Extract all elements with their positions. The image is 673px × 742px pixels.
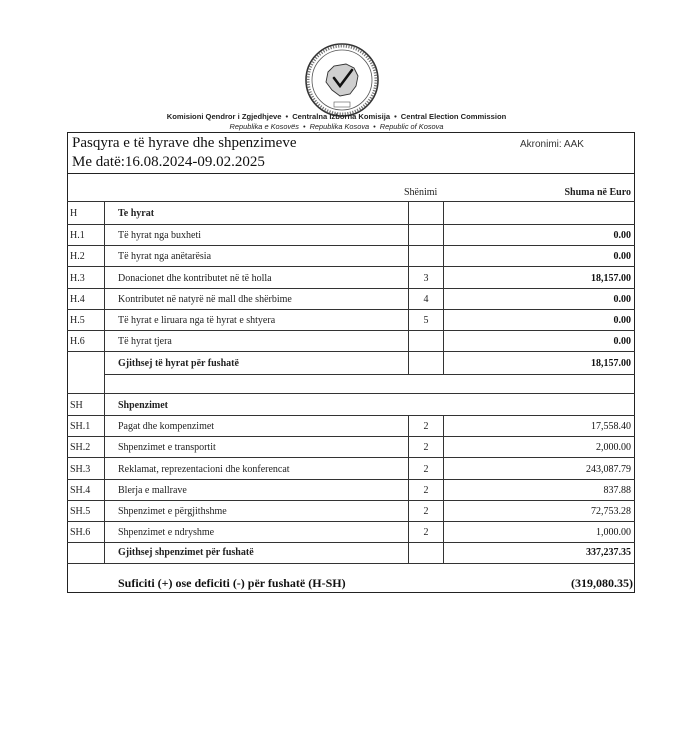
statement-title-box [67, 132, 635, 174]
institution-header: Komisioni Qendror i Zgjedhjeve • Centralna Izborna Komisija • Central Election Commission [166, 112, 507, 121]
surplus-deficit-label: Suficiti (+) ose deficiti (-) për fushatë (H-SH) [118, 576, 346, 590]
table-row-amount: 0.00 [613, 251, 631, 262]
income-code: H [70, 208, 78, 219]
table-row-desc: Blerja e mallrave [118, 485, 187, 496]
table-row-desc: Shpenzimet e transportit [118, 442, 216, 453]
republic-name-sq: Republika e Kosovës [229, 122, 299, 131]
table-row-amount: 0.00 [613, 336, 631, 347]
table-row-code: SH.1 [70, 421, 91, 432]
table-row-amount: 243,087.79 [586, 464, 631, 475]
column-header-note: Shënimi [404, 187, 438, 198]
result-divider [67, 563, 635, 564]
row-line [67, 521, 635, 522]
institution-name-en: Central Election Commission [400, 112, 507, 121]
table-row-desc: Të hyrat nga buxheti [118, 230, 202, 241]
surplus-deficit-amount: (319,080.35) [571, 576, 633, 590]
table-row-amount: 0.00 [613, 294, 631, 305]
table-row-desc: Të hyrat tjera [118, 336, 172, 347]
row-line [67, 330, 635, 331]
row-line [67, 415, 635, 416]
expenses-heading: Shpenzimet [118, 400, 168, 411]
row-line [67, 542, 635, 543]
expenses-total-label: Gjithsej shpenzimet për fushatë [118, 547, 254, 558]
republic-name-en: Republic of Kosova [379, 122, 444, 131]
table-row-note: 2 [423, 527, 429, 538]
institution-name-sq: Komisioni Qendror i Zgjedhjeve [166, 112, 282, 121]
income-heading: Te hyrat [118, 208, 155, 219]
table-row-code: SH.4 [70, 485, 91, 496]
row-line [67, 457, 635, 458]
row-line [67, 479, 635, 480]
statement-title: Pasqyra e të hyrave dhe shpenzimeve [72, 135, 297, 151]
income-total-amount: 18,157.00 [591, 358, 631, 369]
table-row-code: H.2 [70, 251, 85, 262]
statement-date: Me datë:16.08.2024-09.02.2025 [72, 154, 265, 170]
table-row-desc: Reklamat, reprezentacioni dhe konferencat [118, 464, 290, 475]
table-row-code: H.3 [70, 273, 85, 284]
republic-header: Republika e Kosovës • Republika Kosova • Republic of Kosova [229, 122, 444, 131]
table-row-amount: 2,000.00 [596, 442, 631, 453]
table-row-code: SH.3 [70, 464, 91, 475]
table-row-code: SH.5 [70, 506, 91, 517]
table-row-desc: Të hyrat nga anëtarësia [118, 251, 212, 262]
income-total-label: Gjithsej të hyrat për fushatë [118, 358, 239, 369]
commission-seal-icon [304, 42, 380, 118]
row-line [67, 309, 635, 310]
row-line [67, 224, 635, 225]
table-row-code: SH.2 [70, 442, 91, 453]
table-row-desc: Shpenzimet e ndryshme [118, 527, 215, 538]
table-row-desc: Donacionet dhe kontributet në të holla [118, 273, 272, 284]
table-row-note: 2 [423, 421, 429, 432]
table-row-desc: Shpenzimet e përgjithshme [118, 506, 227, 517]
header-divider [67, 201, 635, 202]
table-row-amount: 72,753.28 [591, 506, 631, 517]
table-row-note: 2 [423, 485, 429, 496]
table-row-note: 4 [423, 294, 429, 305]
table-row-amount: 837.88 [603, 485, 631, 496]
row-line [67, 436, 635, 437]
column-header-amount: Shuma në Euro [564, 187, 631, 198]
row-line [104, 374, 635, 375]
row-line [67, 245, 635, 246]
institution-name-sr: Centralna Izborna Komisija [292, 112, 391, 121]
table-row-code: SH.6 [70, 527, 91, 538]
code-column-divider [104, 202, 105, 563]
republic-name-sr: Republika Kosova [309, 122, 370, 131]
table-row-amount: 18,157.00 [591, 273, 631, 284]
table-row-desc: Pagat dhe kompenzimet [118, 421, 215, 432]
row-line [67, 351, 635, 352]
expenses-code: SH [70, 400, 83, 411]
table-row-desc: Kontributet në natyrë në mall dhe shërbime [118, 294, 292, 305]
table-row-amount: 1,000.00 [596, 527, 631, 538]
table-row-note: 5 [423, 315, 429, 326]
row-line [67, 266, 635, 267]
row-line [67, 500, 635, 501]
party-acronym: Akronimi: AAK [520, 139, 584, 150]
section-divider [67, 393, 635, 394]
row-line [67, 288, 635, 289]
table-row-amount: 0.00 [613, 315, 631, 326]
table-row-code: H.4 [70, 294, 85, 305]
expenses-total-amount: 337,237.35 [586, 547, 631, 558]
table-row-code: H.1 [70, 230, 85, 241]
table-row-note: 3 [423, 273, 429, 284]
table-row-note: 2 [423, 464, 429, 475]
table-row-note: 2 [423, 506, 429, 517]
table-row-note: 2 [423, 442, 429, 453]
table-row-amount: 17,558.40 [591, 421, 631, 432]
table-row-code: H.5 [70, 315, 85, 326]
table-row-amount: 0.00 [613, 230, 631, 241]
table-row-code: H.6 [70, 336, 85, 347]
table-row-desc: Të hyrat e liruara nga të hyrat e shtyera [118, 315, 276, 326]
